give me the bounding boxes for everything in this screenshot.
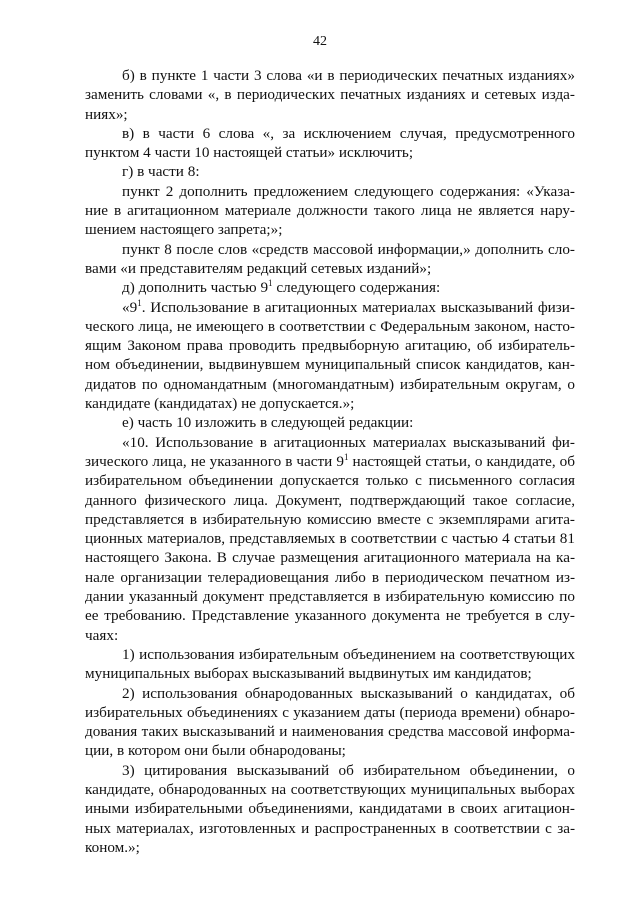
paragraph: е) часть 10 изложить в следующей редакции: xyxy=(122,414,414,432)
paragraph: 2) использования обнародованных высказываний о кандидатах, об избирательных объединениях с указанием даты (периода времени) обнаро- дования таких высказываний и наименования средства массовой информа- ции, в котором они были обнародованы; xyxy=(85,684,575,760)
paragraph: «$9^1$. Использование в агитационных материалах высказываний физи- ческого лица, не имеющего в соответствии с Федеральным законом, насто- ящим Законом права проводить предвыборную агитацию, об избиратель- ном объединении, выдвинувшем муниципальный список кандидатов, кан- дидатов по одномандатным (многомандатным) избирательным округам, о кандидате (кандидатах) не допускается.»; xyxy=(85,297,575,413)
paragraph: пункт 8 после слов «средств массовой информации,» дополнить сло- вами «и представителям редакций сетевых изданий»; xyxy=(85,240,575,277)
document-body xyxy=(85,66,575,857)
paragraph: г) в части 8: xyxy=(122,163,200,181)
paragraph: «10. Использование в агитационных материалах высказываний фи- зического лица, не указанного в части $9^1$ настоящей статьи, о кандидате, об избирательном объединении допускается только с письменного согласия данного физического лица. Документ, подтверждающий такое согласие, представляется в избирательную комиссию вместе с экземплярами агита- ционных материалов, представляемых в соответствии с частью 4 статьи 81 настоящего Закона. В случае размещения агитационного материала на ка- нале организации телерадиовещания либо в периодическом печатном из- дании указанный документ представляется в избирательную комиссию по ее требованию. Представление указанного документа не требуется в слу- чаях: xyxy=(85,433,575,644)
paragraph: б) в пункте 1 части 3 слова «и в периодических печатных изданиях» заменить словами «, в периодических печатных изданиях и сетевых изда- ниях»; xyxy=(85,67,575,123)
page-number: 42 xyxy=(313,34,327,49)
paragraph: пункт 2 дополнить предложением следующего содержания: «Указа- ние в агитационном материале должности такого лица не является нару- шением настоящего запрета;»; xyxy=(85,182,575,239)
paragraph: в) в части 6 слова «, за исключением случая, предусмотренного пунктом 4 части 10 настоящей статьи» исключить; xyxy=(85,124,575,162)
paragraph: 3) цитирования высказываний об избирательном объединении, о кандидате, обнародованных на соответствующих муниципальных выборах иными избирательными объединениями, кандидатами в своих агитацион- ных материалах, изготовленных и распространенных в соответствии с за- коном.»; xyxy=(85,761,575,856)
paragraph: д) дополнить частью $9^1$ следующего содержания: xyxy=(122,278,441,297)
paragraph: 1) использования избирательным объединением на соответствующих муниципальных выборах высказываний выдвинутых им кандидатов; xyxy=(85,645,575,683)
